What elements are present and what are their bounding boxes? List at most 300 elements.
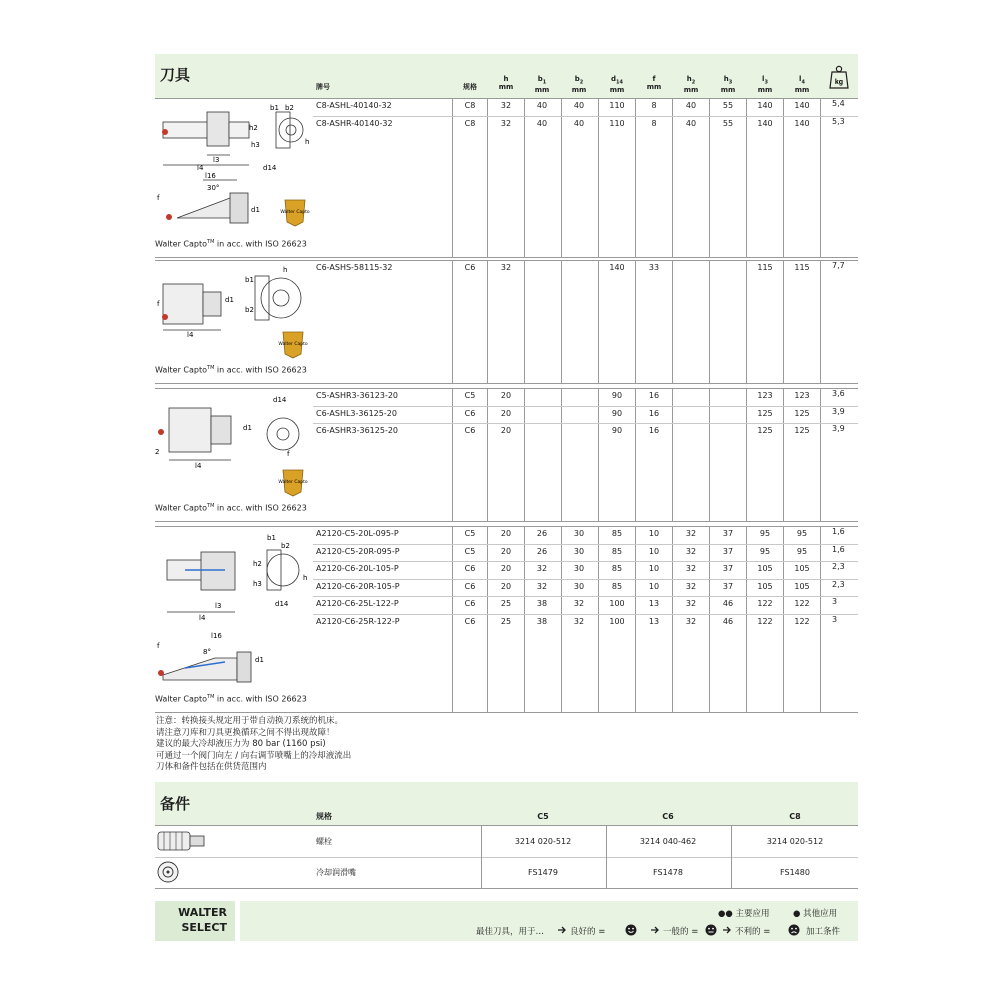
group-bottom-rule: [155, 521, 858, 522]
label-f: f: [287, 450, 290, 458]
column-divider: [635, 526, 636, 712]
column-divider: [524, 526, 525, 712]
cell-h: 32: [500, 263, 512, 272]
cell-h3: 37: [722, 546, 734, 556]
parts-col-c5: C5: [537, 812, 549, 821]
column-divider: [635, 388, 636, 521]
part-value: 3214 020-512: [514, 837, 572, 846]
label-l3: l3: [213, 156, 220, 164]
cell-weight: 3,9: [832, 406, 845, 416]
cell-l4: 105: [794, 564, 810, 574]
cell-designation: C5-ASHR3-36123-20: [316, 391, 399, 400]
parts-col-c8: C8: [789, 812, 801, 821]
column-divider: [672, 98, 673, 257]
label-b2: b2: [245, 306, 254, 314]
column-divider: [635, 260, 636, 383]
column-divider: [452, 98, 453, 257]
column-divider: [452, 260, 453, 383]
col-header-l4: $l_4$ mm: [794, 75, 810, 95]
cell-l3: 122: [757, 617, 773, 626]
column-divider: [783, 388, 784, 521]
cell-b1: 38: [536, 599, 548, 609]
smiley-average-icon: [705, 924, 717, 936]
cell-l4: 140: [794, 118, 810, 128]
cell-size: C5: [464, 546, 476, 556]
label-b2: b2: [281, 542, 290, 550]
cell-b1: 40: [536, 101, 548, 110]
parts-bottom-rule: [155, 888, 858, 889]
cell-h2: 32: [685, 599, 697, 609]
caption-prefix: Walter Capto: [155, 503, 208, 513]
label-d1: d1: [243, 424, 252, 432]
label-angle8: 8°: [203, 648, 211, 656]
caption-suffix: in acc. with ISO 26623: [214, 365, 307, 375]
arrow-right-icon: [722, 925, 732, 935]
col-header-b1: $b_1$ mm: [534, 75, 550, 95]
column-divider: [820, 526, 821, 712]
cell-h: 25: [500, 617, 512, 626]
cell-f: 16: [648, 408, 660, 418]
col-header-designation: 牌号: [316, 83, 330, 91]
cell-d14: 90: [611, 426, 623, 436]
tool-drawing-c5-ashr3: [155, 392, 313, 500]
cell-l3: 105: [757, 564, 773, 574]
logo-line-2: SELECT: [181, 921, 227, 934]
column-divider: [783, 526, 784, 712]
note-line: 建议的最大冷却液压力为 80 bar (1160 psi): [156, 739, 326, 749]
label-l4: l4: [199, 614, 206, 622]
parts-col-divider: [731, 825, 732, 888]
cell-l3: 115: [757, 263, 773, 272]
cell-weight: 5,4: [832, 99, 845, 108]
cell-f: 8: [651, 118, 657, 128]
legend-machining-conditions: 加工条件: [806, 927, 841, 937]
caption-suffix: in acc. with ISO 26623: [214, 503, 307, 513]
label-b2: b2: [285, 104, 294, 112]
cell-l3: 105: [757, 581, 773, 591]
column-divider: [783, 260, 784, 383]
row-divider: [313, 406, 858, 407]
column-divider: [487, 388, 488, 521]
legend-other-application: ● 其他应用: [793, 909, 838, 919]
legend-best-tool-for: 最佳刀具，用于…: [476, 927, 545, 937]
column-divider: [709, 98, 710, 257]
cell-weight: 1,6: [832, 527, 845, 536]
cell-b1: 38: [536, 617, 548, 626]
cell-size: C6: [464, 581, 476, 591]
cell-designation: A2120-C5-20R-095-P: [316, 546, 400, 556]
column-divider: [820, 388, 821, 521]
cell-h3: 37: [722, 529, 734, 538]
column-divider: [561, 388, 562, 521]
column-divider: [783, 98, 784, 257]
column-divider: [672, 260, 673, 383]
caption-suffix: in acc. with ISO 26623: [214, 694, 307, 704]
column-divider: [598, 260, 599, 383]
cell-b2: 30: [573, 581, 585, 591]
cell-l4: 122: [794, 599, 810, 609]
label-l4: l4: [197, 164, 204, 172]
col-header-b2: $b_2$ mm: [571, 75, 587, 95]
cell-b2: 30: [573, 529, 585, 538]
cell-designation: C6-ASHL3-36125-20: [316, 408, 397, 418]
column-divider: [524, 388, 525, 521]
legend-good: 良好的 =: [570, 927, 606, 937]
cell-h2: 32: [685, 581, 697, 591]
cell-h2: 32: [685, 617, 697, 626]
label-h: h: [305, 138, 310, 146]
row-divider: [313, 579, 858, 580]
smiley-unfavourable-icon: [788, 924, 800, 936]
screw-icon: [156, 828, 208, 854]
cell-l4: 95: [796, 529, 808, 538]
tool-drawing-a2120: [155, 530, 313, 686]
cell-weight: 7,7: [832, 261, 845, 270]
caption-prefix: Walter Capto: [155, 239, 208, 249]
cell-size: C6: [464, 599, 476, 609]
cell-size: C6: [464, 564, 476, 574]
label-l3: l3: [215, 602, 222, 610]
cell-weight: 1,6: [832, 544, 845, 554]
group-caption: [155, 503, 307, 513]
cell-size: C5: [464, 529, 476, 538]
cell-l4: 140: [794, 101, 810, 110]
column-divider: [598, 526, 599, 712]
cell-designation: A2120-C6-25R-122-P: [316, 617, 400, 626]
label-d14: d14: [263, 164, 277, 172]
cell-b2: 32: [573, 599, 585, 609]
column-divider: [820, 260, 821, 383]
cell-h: 20: [500, 408, 512, 418]
cell-weight: 2,3: [832, 562, 845, 572]
column-divider: [598, 388, 599, 521]
cell-f: 13: [648, 599, 660, 609]
cell-l3: 140: [757, 118, 773, 128]
cell-d14: 140: [609, 263, 625, 272]
arrow-right-icon: [650, 925, 660, 935]
cell-designation: A2120-C6-20R-105-P: [316, 581, 400, 591]
nozzle-icon: [156, 860, 180, 884]
caption-prefix: Walter Capto: [155, 365, 208, 375]
cell-h3: 55: [722, 101, 734, 110]
group-top-rule: [155, 98, 858, 99]
legend-main-application: ●● 主要应用: [718, 909, 770, 919]
cell-l4: 125: [794, 426, 810, 436]
row-divider: [313, 116, 858, 117]
cell-h: 20: [500, 564, 512, 574]
cell-d14: 85: [611, 581, 623, 591]
arrow-right-icon: [557, 925, 567, 935]
column-divider: [746, 526, 747, 712]
cell-h3: 46: [722, 599, 734, 609]
note-line: 可通过一个阀门向左 / 向右调节喷嘴上的冷却液流出: [156, 750, 352, 761]
column-divider: [709, 526, 710, 712]
cell-weight: 3,9: [832, 424, 845, 434]
label-l4: l4: [195, 462, 202, 470]
col-header-h: h mm: [498, 75, 514, 91]
weight-icon: [829, 65, 849, 89]
cell-d14: 85: [611, 529, 623, 538]
label-h3: h3: [253, 580, 262, 588]
col-header-h2: $h_2$ mm: [683, 75, 699, 95]
label-f: f: [157, 642, 160, 650]
legend-unfavourable: 不利的 =: [735, 927, 771, 937]
cell-b1: 32: [536, 581, 548, 591]
cell-h3: 37: [722, 581, 734, 591]
group-bottom-rule: [155, 383, 858, 384]
label-d14: d14: [273, 396, 287, 404]
group-caption: [155, 694, 307, 704]
cell-weight: 3: [832, 615, 838, 624]
parts-col-divider: [606, 825, 607, 888]
cell-size: C6: [464, 426, 476, 436]
label-h: h: [283, 266, 288, 274]
parts-title: 备件: [160, 795, 191, 813]
cell-f: 10: [648, 581, 660, 591]
label-b1: b1: [270, 104, 279, 112]
column-divider: [709, 388, 710, 521]
col-header-f: f mm: [646, 75, 662, 91]
cell-size: C8: [464, 118, 476, 128]
col-header-d14: $d_{14}$ mm: [609, 75, 625, 95]
label-h3: h3: [251, 141, 260, 149]
notes-block: [156, 716, 351, 774]
cell-h: 25: [500, 599, 512, 609]
cell-l3: 95: [759, 546, 771, 556]
cell-d14: 85: [611, 546, 623, 556]
column-divider: [635, 98, 636, 257]
cell-l4: 122: [794, 617, 810, 626]
cell-h: 20: [500, 426, 512, 436]
label-f: f: [157, 194, 160, 202]
parts-col-divider: [481, 825, 482, 888]
cell-l3: 123: [757, 391, 773, 400]
cell-h2: 32: [685, 564, 697, 574]
cell-d14: 110: [609, 118, 625, 128]
cell-designation: C6-ASHR3-36125-20: [316, 426, 399, 436]
cell-d14: 90: [611, 408, 623, 418]
group-top-rule: [155, 260, 858, 261]
cell-h2: 40: [685, 118, 697, 128]
cell-l3: 125: [757, 408, 773, 418]
column-divider: [561, 260, 562, 383]
cell-weight: 3,6: [832, 389, 845, 398]
cell-h2: 40: [685, 101, 697, 110]
label-l16: l16: [205, 172, 216, 180]
column-divider: [524, 98, 525, 257]
cell-size: C6: [464, 408, 476, 418]
cell-b2: 30: [573, 546, 585, 556]
column-divider: [452, 388, 453, 521]
label-angle30: 30°: [207, 184, 220, 192]
cell-l3: 140: [757, 101, 773, 110]
cell-b2: 30: [573, 564, 585, 574]
part-value: 3214 020-512: [766, 837, 824, 846]
cell-l3: 125: [757, 426, 773, 436]
row-divider: [313, 423, 858, 424]
cell-f: 16: [648, 391, 660, 400]
parts-size-header: 规格: [316, 812, 332, 821]
cell-l4: 95: [796, 546, 808, 556]
caption-trademark: TM: [207, 694, 215, 700]
label-l4: l4: [187, 331, 194, 339]
column-divider: [561, 526, 562, 712]
cell-weight: 2,3: [832, 579, 845, 589]
col-header-l3: $l_3$ mm: [757, 75, 773, 95]
column-divider: [561, 98, 562, 257]
column-divider: [746, 260, 747, 383]
cell-b2: 32: [573, 617, 585, 626]
group-caption: [155, 365, 307, 375]
group-caption: [155, 239, 307, 249]
tool-drawing-c8-ashl: [155, 100, 313, 238]
cell-designation: C8-ASHR-40140-32: [316, 118, 393, 128]
caption-trademark: TM: [207, 365, 215, 371]
cell-h2: 32: [685, 529, 697, 538]
cell-d14: 90: [611, 391, 623, 400]
column-divider: [709, 260, 710, 383]
column-divider: [820, 98, 821, 257]
label-d1: d1: [225, 296, 234, 304]
col-header-size: 规格: [463, 83, 477, 91]
cell-b1: 32: [536, 564, 548, 574]
cell-b1: 26: [536, 529, 548, 538]
parts-top-rule: [155, 825, 858, 826]
cell-b1: 40: [536, 118, 548, 128]
parts-row-divider: [155, 857, 858, 858]
part-name-nozzle: 冷却润滑嘴: [316, 868, 356, 877]
cell-designation: C6-ASHS-58115-32: [316, 263, 393, 272]
cell-f: 8: [651, 101, 657, 110]
capto-badge-label: Walter Capto: [278, 480, 308, 485]
cell-f: 33: [648, 263, 660, 272]
caption-suffix: in acc. with ISO 26623: [214, 239, 307, 249]
cell-h: 20: [500, 529, 512, 538]
label-d14: d14: [275, 600, 289, 608]
cell-h: 20: [500, 546, 512, 556]
capto-badge-label: Walter Capto: [278, 342, 308, 347]
column-divider: [746, 388, 747, 521]
part-value: FS1479: [528, 868, 558, 877]
cell-d14: 85: [611, 564, 623, 574]
part-value: FS1480: [780, 868, 810, 877]
label-d1: d1: [255, 656, 264, 664]
caption-trademark: TM: [207, 503, 215, 509]
cell-designation: C8-ASHL-40140-32: [316, 101, 392, 110]
part-name-screw: 螺栓: [316, 837, 332, 846]
cell-size: C6: [464, 263, 476, 272]
cell-size: C5: [464, 391, 476, 400]
label-l16: l16: [211, 632, 222, 640]
cell-l4: 105: [794, 581, 810, 591]
cell-size: C8: [464, 101, 476, 110]
cell-f: 16: [648, 426, 660, 436]
capto-badge-label: Walter Capto: [280, 210, 310, 215]
label-b1: b1: [267, 534, 276, 542]
row-divider: [313, 544, 858, 545]
label-f: f: [157, 300, 160, 308]
column-divider: [672, 388, 673, 521]
cell-l3: 95: [759, 529, 771, 538]
cell-designation: A2120-C6-25L-122-P: [316, 599, 399, 609]
column-divider: [487, 260, 488, 383]
group-top-rule: [155, 388, 858, 389]
weight-icon-label: kg: [834, 79, 844, 86]
cell-d14: 100: [609, 599, 625, 609]
cell-f: 10: [648, 546, 660, 556]
cell-h: 20: [500, 581, 512, 591]
label-h2: h2: [249, 124, 258, 132]
column-divider: [487, 98, 488, 257]
cell-d14: 100: [609, 617, 625, 626]
label-d1: d1: [251, 206, 260, 214]
cell-f: 10: [648, 564, 660, 574]
note-line: 注意：转换接头规定用于带自动换刀系统的机床。: [156, 716, 344, 726]
part-value: 3214 040-462: [639, 837, 697, 846]
cell-b1: 26: [536, 546, 548, 556]
cell-designation: A2120-C6-20L-105-P: [316, 564, 399, 574]
note-line: 请注意刀库和刀具更换循环之间不得出现故障！: [156, 727, 335, 738]
cell-l4: 123: [794, 391, 810, 400]
cell-f: 10: [648, 529, 660, 538]
logo-line-1: WALTER: [178, 906, 227, 919]
row-divider: [313, 614, 858, 615]
cell-b2: 40: [573, 118, 585, 128]
cell-h: 20: [500, 391, 512, 400]
cell-weight: 5,3: [832, 116, 845, 126]
section-title: 刀具: [160, 66, 191, 84]
label-two: 2: [155, 448, 160, 456]
parts-col-c6: C6: [662, 812, 674, 821]
smiley-good-icon: [625, 924, 637, 936]
cell-l3: 122: [757, 599, 773, 609]
cell-h3: 37: [722, 564, 734, 574]
row-divider: [313, 596, 858, 597]
column-divider: [598, 98, 599, 257]
tool-drawing-c6-ashs: [155, 262, 313, 362]
row-divider: [313, 561, 858, 562]
legend-average: 一般的 =: [663, 927, 699, 937]
cell-h: 32: [500, 101, 512, 110]
cell-b2: 40: [573, 101, 585, 110]
group-bottom-rule: [155, 712, 858, 713]
cell-l4: 115: [794, 263, 810, 272]
column-divider: [487, 526, 488, 712]
column-divider: [452, 526, 453, 712]
cell-d14: 110: [609, 101, 625, 110]
cell-h3: 55: [722, 118, 734, 128]
column-divider: [746, 98, 747, 257]
cell-weight: 3: [832, 597, 838, 607]
group-bottom-rule: [155, 257, 858, 258]
caption-prefix: Walter Capto: [155, 694, 208, 704]
col-header-h3: $h_3$ mm: [720, 75, 736, 95]
group-top-rule: [155, 526, 858, 527]
label-h2: h2: [253, 560, 262, 568]
part-value: FS1478: [653, 868, 683, 877]
label-b1: b1: [245, 276, 254, 284]
cell-h: 32: [500, 118, 512, 128]
cell-f: 13: [648, 617, 660, 626]
cell-h2: 32: [685, 546, 697, 556]
label-h: h: [303, 574, 308, 582]
column-divider: [524, 260, 525, 383]
column-divider: [672, 526, 673, 712]
cell-designation: A2120-C5-20L-095-P: [316, 529, 399, 538]
caption-trademark: TM: [207, 239, 215, 245]
cell-size: C6: [464, 617, 476, 626]
walter-select-logo: [155, 905, 227, 935]
